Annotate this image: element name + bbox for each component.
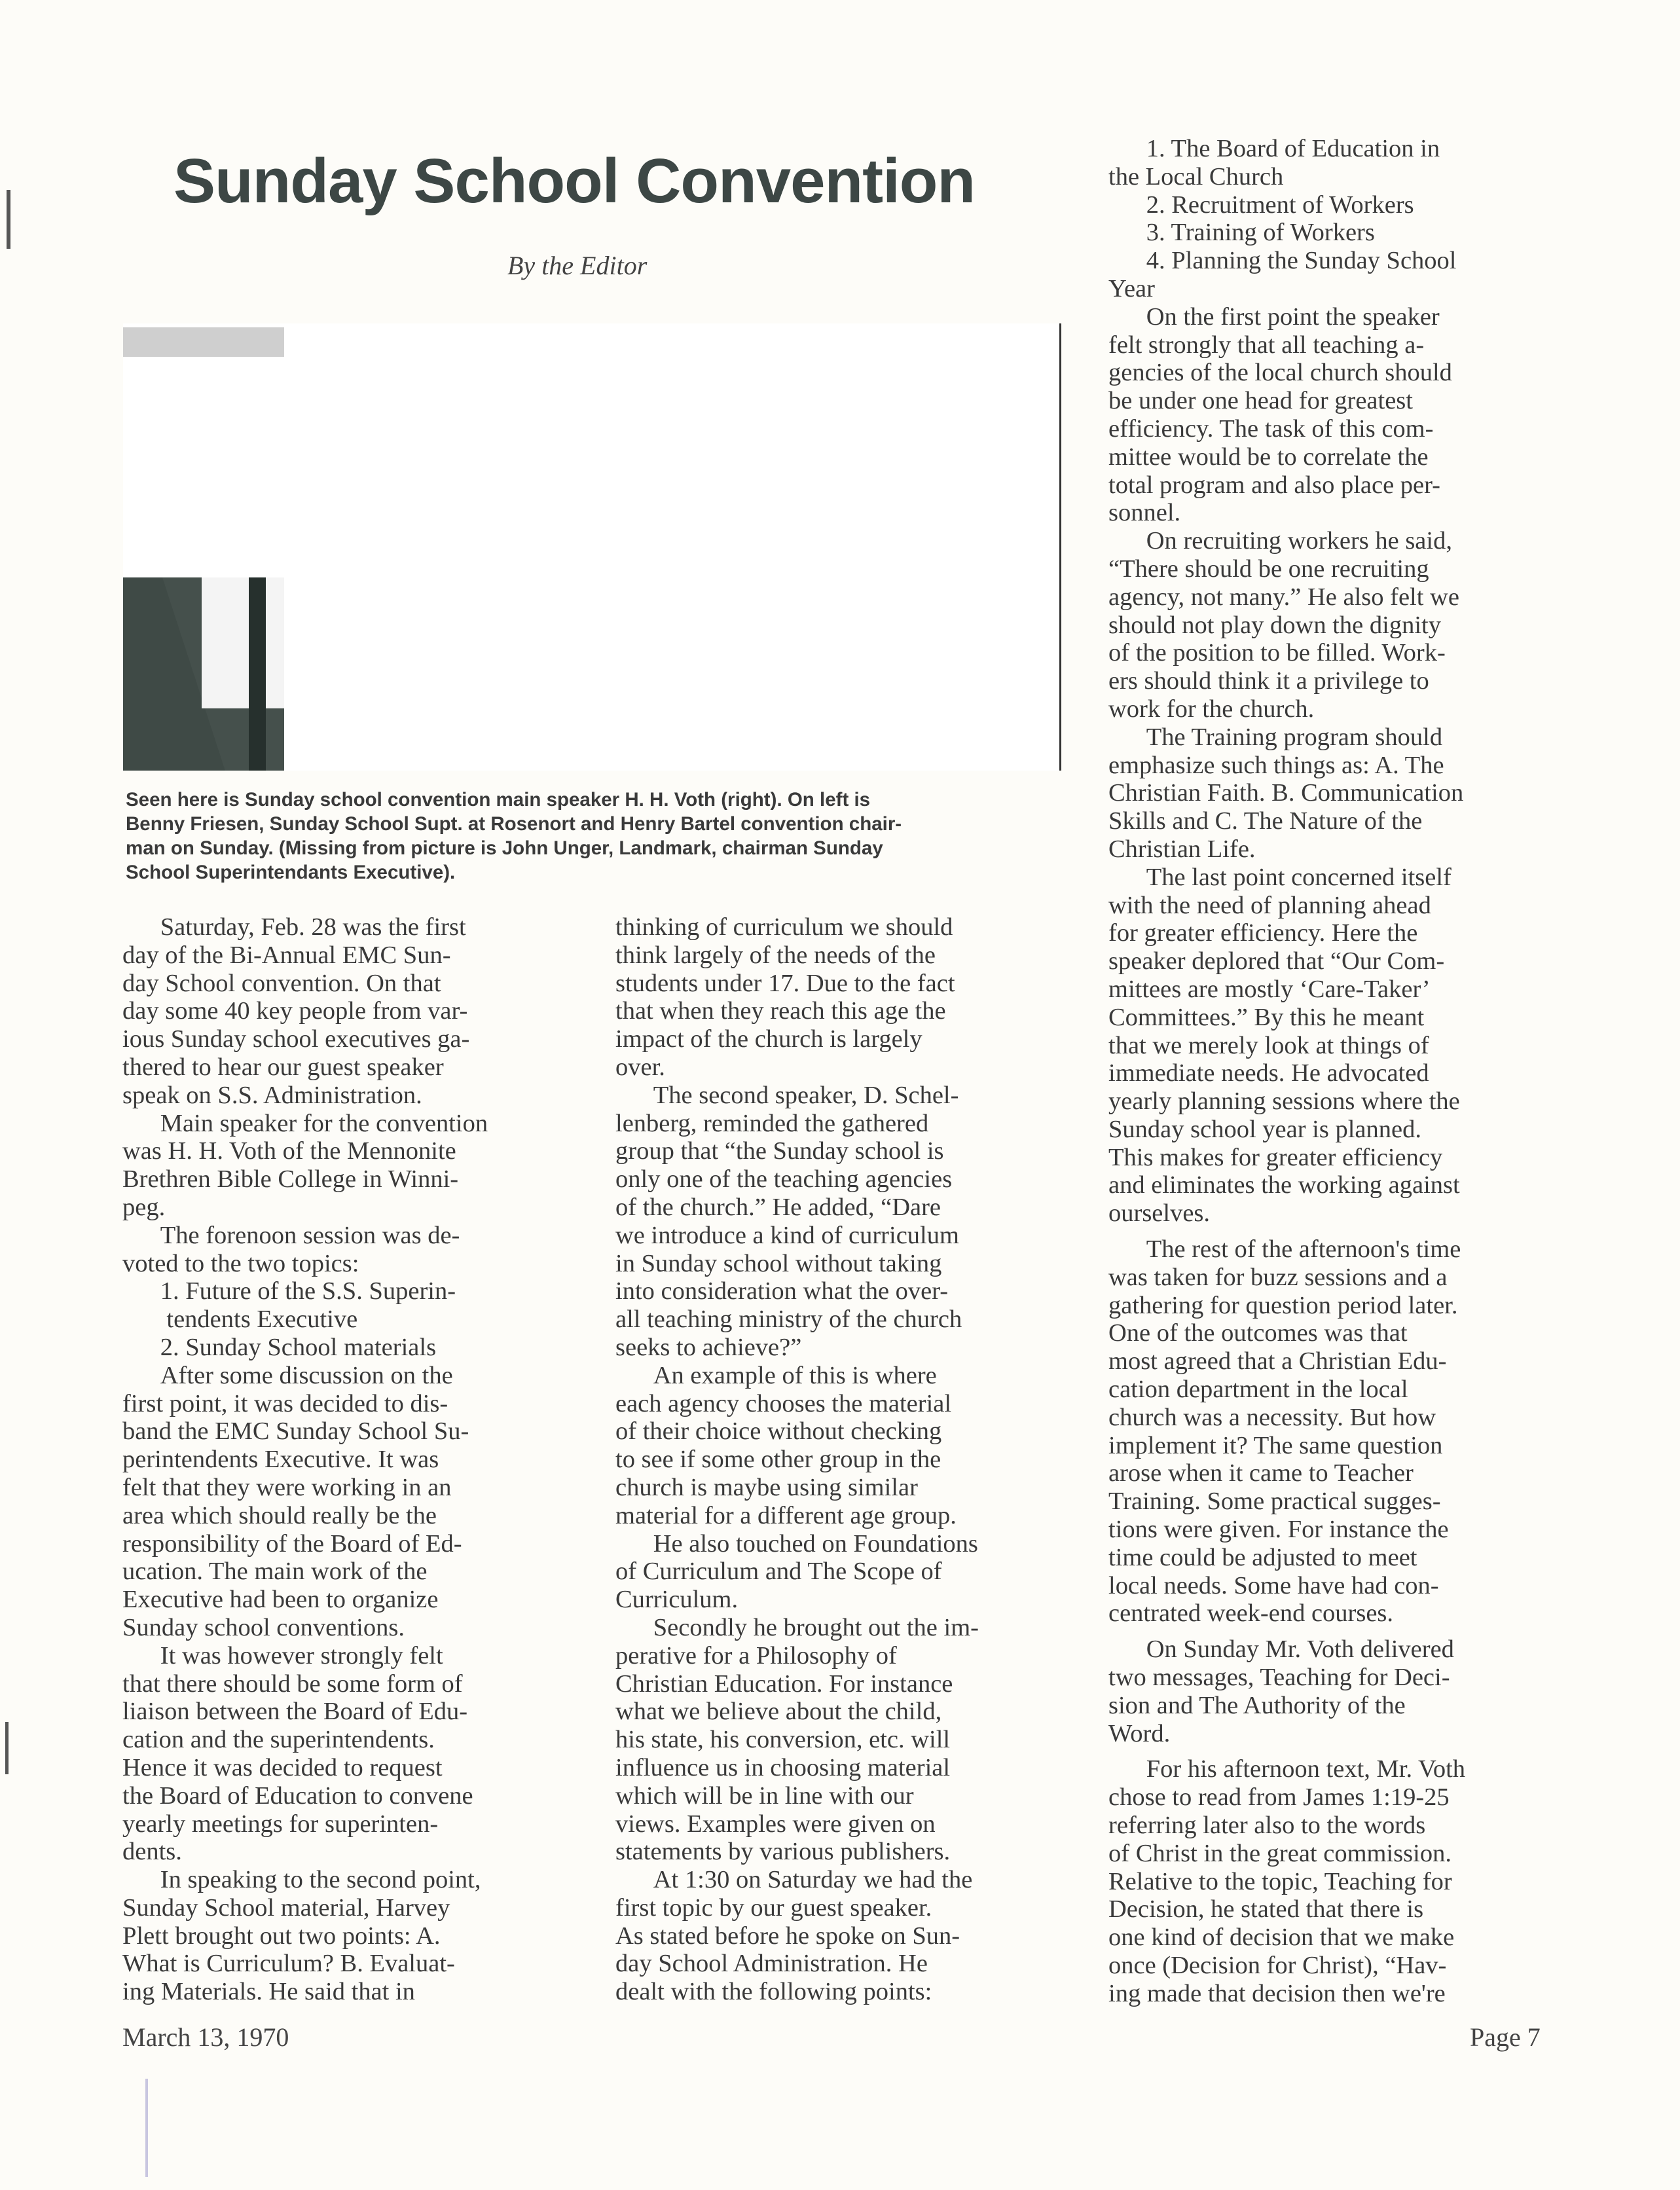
text-line: ious Sunday school executives ga- xyxy=(122,1025,470,1053)
text-line: local needs. Some have had con- xyxy=(1108,1571,1439,1599)
article-title: Sunday School Convention xyxy=(173,146,976,216)
column-3-part-b xyxy=(1108,1235,1570,1628)
text-line: Secondly he brought out the im- xyxy=(615,1613,979,1641)
text-line: “There should be one recruiting xyxy=(1108,555,1429,583)
column-2-text xyxy=(615,913,1077,2006)
text-line: liaison between the Board of Edu- xyxy=(122,1698,468,1726)
text-line: in Sunday school without taking xyxy=(615,1249,942,1277)
text-line: This makes for greater efficiency xyxy=(1108,1143,1443,1171)
text-line: referring later also to the words xyxy=(1108,1812,1426,1840)
text-line: statements by various publishers. xyxy=(615,1838,951,1866)
text-line: most agreed that a Christian Edu- xyxy=(1108,1347,1447,1376)
text-line: of the church.” He added, “Dare xyxy=(615,1193,941,1221)
text-line: thinking of curriculum we should xyxy=(615,913,953,941)
convention-photo xyxy=(123,323,1061,771)
text-line: Benny Friesen, Sunday School Supt. at Rosenort and Henry Bartel convention chair- xyxy=(126,813,902,835)
text-line: with the need of planning ahead xyxy=(1108,891,1431,919)
text-line: day School convention. On that xyxy=(122,969,441,997)
text-line: views. Examples were given on xyxy=(615,1810,936,1838)
text-line: felt strongly that all teaching a- xyxy=(1108,331,1425,359)
text-line: The forenoon session was de- xyxy=(122,1221,460,1249)
text-line: immediate needs. He advocated xyxy=(1108,1059,1429,1087)
text-line: As stated before he spoke on Sun- xyxy=(615,1922,960,1950)
text-line: tions were given. For instance the xyxy=(1108,1516,1449,1544)
text-line: Word. xyxy=(1108,1719,1171,1747)
text-line: Sunday school conventions. xyxy=(122,1613,405,1641)
text-line: over. xyxy=(615,1053,665,1081)
article-column-3 xyxy=(1108,135,1570,2008)
text-line: The Training program should xyxy=(1108,723,1443,751)
text-line: In speaking to the second point, xyxy=(122,1866,481,1894)
text-line: School Superintendants Executive). xyxy=(126,862,456,883)
text-line: material for a different age group. xyxy=(615,1501,957,1529)
text-line: What is Curriculum? B. Evaluat- xyxy=(122,1950,455,1978)
text-line: 1. The Board of Education in xyxy=(1108,135,1440,162)
text-line: be under one head for greatest xyxy=(1108,387,1413,415)
text-line: which will be in line with our xyxy=(615,1781,914,1810)
text-line: that there should be some form of xyxy=(122,1670,463,1698)
issue-date: March 13, 1970 xyxy=(122,2022,289,2052)
text-line: emphasize such things as: A. The xyxy=(1108,751,1444,779)
text-line: that we merely look at things of xyxy=(1108,1031,1429,1059)
text-line: think largely of the needs of the xyxy=(615,941,936,969)
article-byline: By the Editor xyxy=(507,251,648,280)
text-line: man on Sunday. (Missing from picture is John Unger, Landmark, chairman Sunday xyxy=(126,837,883,859)
text-line: He also touched on Foundations xyxy=(615,1529,978,1558)
text-line: what we believe about the child, xyxy=(615,1698,942,1726)
text-line: of Curriculum and The Scope of xyxy=(615,1558,942,1586)
text-line: At 1:30 on Saturday we had the xyxy=(615,1866,973,1894)
text-line: Christian Education. For instance xyxy=(615,1670,953,1698)
text-line: On recruiting workers he said, xyxy=(1108,527,1452,555)
text-line: Christian Faith. B. Communication xyxy=(1108,779,1464,807)
text-line: Sunday School material, Harvey xyxy=(122,1893,450,1922)
text-line: Seen here is Sunday school convention main speaker H. H. Voth (right). On left is xyxy=(126,789,871,811)
text-line: mittees are mostly ‘Care-Taker’ xyxy=(1108,975,1431,1003)
text-line: of Christ in the great commission. xyxy=(1108,1839,1452,1867)
text-line: 2. Recruitment of Workers xyxy=(1108,191,1414,219)
text-line: total program and also place per- xyxy=(1108,471,1441,499)
text-line: cation and the superintendents. xyxy=(122,1726,435,1754)
text-line: ourselves. xyxy=(1108,1199,1211,1228)
text-line: lenberg, reminded the gathered xyxy=(615,1109,929,1137)
text-line: Plett brought out two points: A. xyxy=(122,1922,441,1950)
text-line: The last point concerned itself xyxy=(1108,863,1452,891)
text-line: yearly planning sessions where the xyxy=(1108,1087,1460,1116)
text-line: church is maybe using similar xyxy=(615,1473,918,1501)
text-line: Year xyxy=(1108,274,1155,302)
text-line: the Local Church xyxy=(1108,162,1284,191)
text-line: Curriculum. xyxy=(615,1586,739,1614)
text-line: students under 17. Due to the fact xyxy=(615,969,955,997)
text-line: Training. Some practical sugges- xyxy=(1108,1487,1441,1516)
text-line: day of the Bi-Annual EMC Sun- xyxy=(122,941,451,969)
necktie xyxy=(249,577,266,771)
text-line: for greater efficiency. Here the xyxy=(1108,919,1418,947)
article-column-2 xyxy=(615,913,1077,2006)
text-line: After some discussion on the xyxy=(122,1361,453,1389)
text-line: Decision, he stated that there is xyxy=(1108,1895,1424,1924)
text-line: day some 40 key people from var- xyxy=(122,997,468,1025)
text-line: Saturday, Feb. 28 was the first xyxy=(122,913,466,941)
text-line: voted to the two topics: xyxy=(122,1249,359,1277)
text-line: chose to read from James 1:19-25 xyxy=(1108,1783,1450,1812)
text-line: 4. Planning the Sunday School xyxy=(1108,247,1457,275)
text-line: Hence it was decided to request xyxy=(122,1753,443,1781)
paragraph-gap xyxy=(1108,1228,1570,1235)
text-line: Sunday school year is planned. xyxy=(1108,1115,1421,1143)
text-line: implement it? The same question xyxy=(1108,1431,1443,1459)
text-line: was H. H. Voth of the Mennonite xyxy=(122,1137,456,1165)
text-line: first point, it was decided to dis- xyxy=(122,1389,448,1417)
text-line: day School Administration. He xyxy=(615,1950,928,1978)
photo-strip xyxy=(123,327,284,357)
text-line: responsibility of the Board of Ed- xyxy=(122,1529,462,1558)
text-line: One of the outcomes was that xyxy=(1108,1319,1408,1347)
text-line: of the position to be filled. Work- xyxy=(1108,639,1446,667)
text-line: we introduce a kind of curriculum xyxy=(615,1221,959,1249)
text-line: influence us in choosing material xyxy=(615,1753,951,1781)
text-line: should not play down the dignity xyxy=(1108,611,1441,639)
text-line: efficiency. The task of this com- xyxy=(1108,414,1434,443)
text-line: ers should think it a privilege to xyxy=(1108,667,1429,695)
text-line: band the EMC Sunday School Su- xyxy=(122,1417,469,1446)
text-line: church was a necessity. But how xyxy=(1108,1403,1436,1431)
text-line: of their choice without checking xyxy=(615,1417,942,1446)
text-line: thered to hear our guest speaker xyxy=(122,1053,444,1081)
text-line: Executive had been to organize xyxy=(122,1586,439,1614)
text-line: dents. xyxy=(122,1838,182,1866)
text-line: Brethren Bible College in Winni- xyxy=(122,1165,459,1194)
shirt-collar xyxy=(202,577,284,708)
text-line: ucation. The main work of the xyxy=(122,1558,428,1586)
text-line: once (Decision for Christ), “Hav- xyxy=(1108,1952,1447,1979)
text-line: speak on S.S. Administration. xyxy=(122,1081,422,1109)
text-line: The rest of the afternoon's time xyxy=(1108,1235,1461,1264)
scan-edge-mark xyxy=(5,1722,9,1774)
text-line: only one of the teaching agencies xyxy=(615,1165,953,1194)
text-line: perative for a Philosophy of xyxy=(615,1641,897,1670)
text-line: perintendents Executive. It was xyxy=(122,1446,439,1474)
text-line: Relative to the topic, Teaching for xyxy=(1108,1867,1452,1895)
article-column-1 xyxy=(122,913,581,2006)
text-line: to see if some other group in the xyxy=(615,1446,941,1474)
text-line: all teaching ministry of the church xyxy=(615,1305,962,1334)
text-line: On the first point the speaker xyxy=(1108,302,1440,331)
text-line: ing made that decision then we're xyxy=(1108,1979,1446,2007)
text-line: Christian Life. xyxy=(1108,835,1256,863)
text-line: gencies of the local church should xyxy=(1108,359,1452,387)
column-3-part-d xyxy=(1108,1755,1570,2007)
text-line: felt that they were working in an xyxy=(122,1473,452,1501)
text-line: 2. Sunday School materials xyxy=(122,1333,437,1361)
column-3-part-a xyxy=(1108,135,1570,1228)
text-line: impact of the church is largely xyxy=(615,1025,922,1053)
text-line: On Sunday Mr. Voth delivered xyxy=(1108,1635,1454,1664)
text-line: and eliminates the working against xyxy=(1108,1171,1460,1199)
text-line: one kind of decision that we make xyxy=(1108,1924,1455,1952)
text-line: It was however strongly felt xyxy=(122,1641,443,1670)
text-line: arose when it came to Teacher xyxy=(1108,1459,1414,1487)
text-line: each agency chooses the material xyxy=(615,1389,952,1417)
text-line: 3. Training of Workers xyxy=(1108,219,1375,247)
text-line: cation department in the local xyxy=(1108,1376,1408,1404)
paragraph-gap xyxy=(1108,1628,1570,1635)
binding-line xyxy=(145,2079,148,2177)
text-line: area which should really be the xyxy=(122,1501,437,1529)
text-line: first topic by our guest speaker. xyxy=(615,1893,932,1922)
text-line: Skills and C. The Nature of the xyxy=(1108,807,1423,835)
text-line: 1. Future of the S.S. Superin- xyxy=(122,1277,456,1305)
text-line: An example of this is where xyxy=(615,1361,937,1389)
text-line: peg. xyxy=(122,1193,166,1221)
paragraph-gap xyxy=(1108,1747,1570,1755)
text-line: seeks to achieve?” xyxy=(615,1333,802,1361)
text-line: The second speaker, D. Schel- xyxy=(615,1081,959,1109)
scan-edge-mark xyxy=(7,190,10,249)
text-line: gathering for question period later. xyxy=(1108,1291,1458,1319)
text-line: dealt with the following points: xyxy=(615,1978,932,2006)
text-line: yearly meetings for superinten- xyxy=(122,1810,439,1838)
text-line: tendents Executive xyxy=(122,1305,358,1334)
text-line: group that “the Sunday school is xyxy=(615,1137,944,1165)
text-line: that when they reach this age the xyxy=(615,997,946,1025)
text-line: Main speaker for the convention xyxy=(122,1109,488,1137)
text-line: agency, not many.” He also felt we xyxy=(1108,583,1459,611)
photo-caption xyxy=(126,788,1071,885)
page-number: Page 7 xyxy=(1470,2022,1541,2052)
text-line: work for the church. xyxy=(1108,695,1315,723)
text-line: the Board of Education to convene xyxy=(122,1781,473,1810)
text-line: centrated week-end courses. xyxy=(1108,1599,1394,1628)
text-line: into consideration what the over- xyxy=(615,1277,949,1305)
text-line: time could be adjusted to meet xyxy=(1108,1543,1417,1571)
text-line: sonnel. xyxy=(1108,499,1181,527)
text-line: mittee would be to correlate the xyxy=(1108,443,1429,471)
text-line: speaker deplored that “Our Com- xyxy=(1108,947,1445,976)
text-line: his state, his conversion, etc. will xyxy=(615,1726,951,1754)
column-1-text xyxy=(122,913,581,2006)
text-line: sion and The Authority of the xyxy=(1108,1691,1406,1719)
text-line: Committees.” By this he meant xyxy=(1108,1003,1425,1031)
text-line: two messages, Teaching for Deci- xyxy=(1108,1664,1450,1692)
text-line: ing Materials. He said that in xyxy=(122,1978,415,2006)
speaker-figure xyxy=(123,577,284,771)
column-3-part-c xyxy=(1108,1635,1570,1747)
text-line: was taken for buzz sessions and a xyxy=(1108,1263,1448,1291)
text-line: For his afternoon text, Mr. Voth xyxy=(1108,1755,1466,1783)
